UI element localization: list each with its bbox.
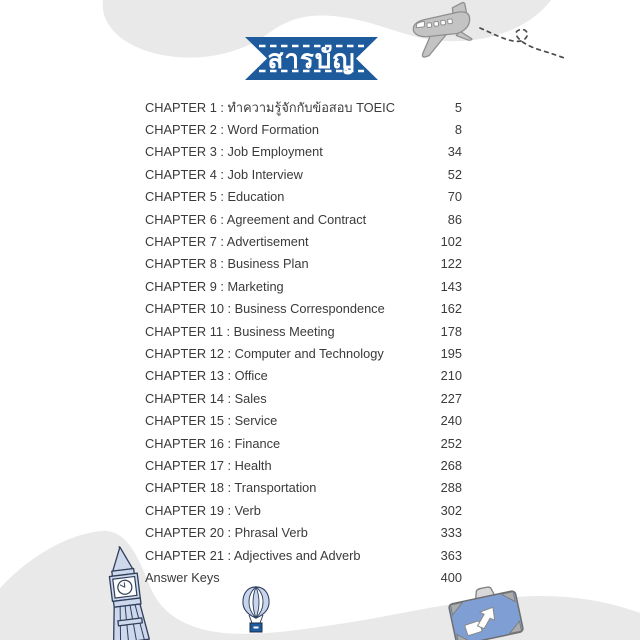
toc-entry-page: 240	[440, 413, 462, 429]
toc-entry-page: 70	[447, 189, 462, 205]
toc-entry-page: 210	[440, 368, 462, 384]
toc-entry-page: 195	[440, 345, 462, 361]
toc-entry-page: 333	[440, 525, 462, 541]
toc-entry-page: 143	[440, 278, 462, 294]
toc-entry-page: 178	[440, 323, 462, 339]
toc-title: สารบัญ	[267, 44, 356, 74]
toc-entry-page: 400	[440, 569, 462, 585]
toc-row	[145, 387, 462, 409]
toc-entry-page: 52	[447, 166, 462, 182]
toc-row	[145, 409, 462, 431]
toc-row	[145, 96, 462, 118]
toc-entry-page: 34	[447, 144, 462, 160]
toc-entry-label: CHAPTER 8 : Business Plan	[145, 256, 309, 272]
toc-entry-page: 122	[440, 256, 462, 272]
toc-row	[145, 230, 462, 252]
toc-row	[145, 118, 462, 140]
toc-row	[145, 544, 462, 566]
toc-row	[145, 275, 462, 297]
toc-entry-page: 102	[440, 234, 462, 250]
toc-entry-label: CHAPTER 10 : Business Correspondence	[145, 301, 385, 317]
toc-row	[145, 566, 462, 588]
toc-entry-label: CHAPTER 13 : Office	[145, 368, 268, 384]
toc-entry-page: 227	[440, 390, 462, 406]
toc-row	[145, 499, 462, 521]
toc-entry-label: CHAPTER 17 : Health	[145, 457, 272, 473]
toc-list	[145, 96, 462, 589]
toc-entry-page: 288	[440, 480, 462, 496]
toc-row	[145, 253, 462, 275]
toc-row	[145, 163, 462, 185]
toc-row	[145, 208, 462, 230]
suitcase-icon	[447, 582, 524, 640]
toc-row	[145, 186, 462, 208]
toc-entry-label: CHAPTER 14 : Sales	[145, 390, 267, 406]
hot-air-balloon-icon	[243, 587, 269, 632]
toc-entry-label: Answer Keys	[145, 569, 220, 585]
toc-row	[145, 320, 462, 342]
toc-entry-page: 5	[454, 99, 462, 115]
toc-entry-page: 162	[440, 301, 462, 317]
toc-row	[145, 141, 462, 163]
toc-entry-page: 268	[440, 457, 462, 473]
toc-entry-page: 86	[447, 211, 462, 227]
toc-row	[145, 477, 462, 499]
toc-row	[145, 365, 462, 387]
toc-entry-label: CHAPTER 20 : Phrasal Verb	[145, 525, 308, 541]
toc-row	[145, 342, 462, 364]
toc-entry-label: CHAPTER 9 : Marketing	[145, 278, 284, 294]
toc-entry-label: CHAPTER 21 : Adjectives and Adverb	[145, 547, 361, 563]
toc-entry-label: CHAPTER 19 : Verb	[145, 502, 261, 518]
toc-entry-label: CHAPTER 4 : Job Interview	[145, 166, 303, 182]
toc-entry-page: 363	[440, 547, 462, 563]
toc-row	[145, 432, 462, 454]
toc-entry-page: 302	[440, 502, 462, 518]
toc-entry-label: CHAPTER 15 : Service	[145, 413, 278, 429]
toc-row	[145, 521, 462, 543]
toc-entry-label: CHAPTER 3 : Job Employment	[145, 144, 323, 160]
toc-entry-label: CHAPTER 7 : Advertisement	[145, 234, 309, 250]
toc-entry-label: CHAPTER 16 : Finance	[145, 435, 281, 451]
toc-row	[145, 454, 462, 476]
toc-entry-label: CHAPTER 2 : Word Formation	[145, 122, 319, 138]
toc-entry-page: 8	[454, 122, 462, 138]
toc-row	[145, 298, 462, 320]
toc-entry-label: CHAPTER 1 : ทำความรู้จักกับข้อสอบ TOEIC	[145, 99, 395, 115]
toc-entry-page: 252	[440, 435, 462, 451]
toc-entry-label: CHAPTER 18 : Transportation	[145, 480, 317, 496]
toc-entry-label: CHAPTER 6 : Agreement and Contract	[145, 211, 367, 227]
toc-entry-label: CHAPTER 5 : Education	[145, 189, 285, 205]
toc-entry-label: CHAPTER 11 : Business Meeting	[145, 323, 335, 339]
toc-entry-label: CHAPTER 12 : Computer and Technology	[145, 345, 384, 361]
